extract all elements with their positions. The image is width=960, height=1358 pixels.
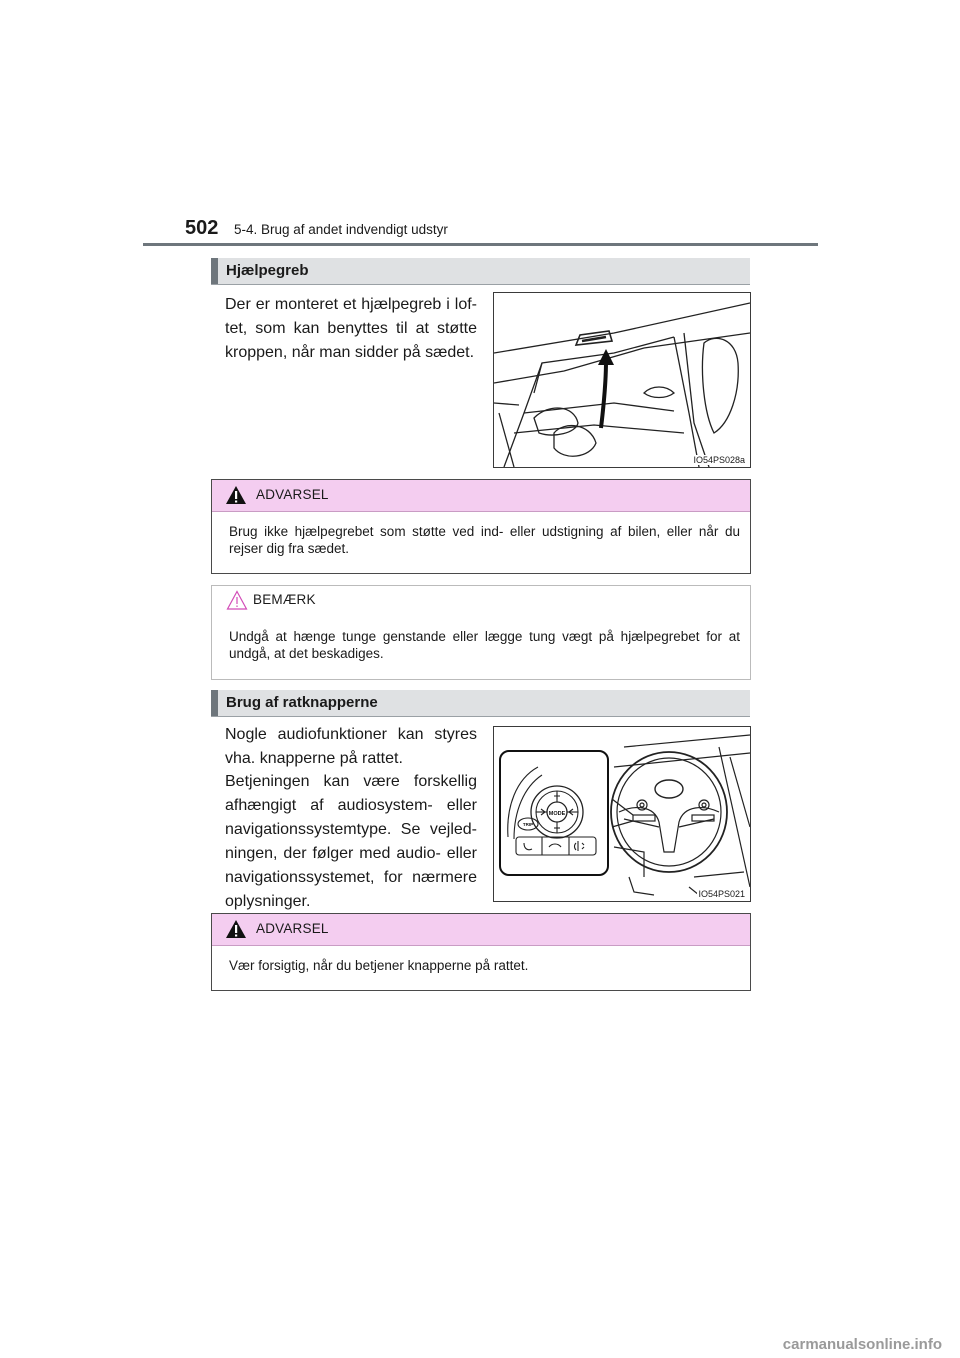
- warning-header: [212, 914, 750, 946]
- section-body-text: Nogle audiofunktioner kan styres vha. knapperne på rattet.: [225, 726, 477, 767]
- warning-text: Brug ikke hjælpegrebet som støtte ved ind- eller udstigning af bilen, eller når du rejser dig fra sædet.: [229, 524, 740, 556]
- warning-label: ADVARSEL: [256, 487, 329, 502]
- running-header: 5-4. Brug af andet indvendigt udstyr: [234, 222, 448, 237]
- steering-wheel-switches-illustration: [493, 726, 751, 902]
- section-title-bar: [211, 258, 750, 285]
- caution-triangle-icon: [226, 590, 248, 610]
- watermark: carmanualsonline.info: [782, 1336, 942, 1353]
- section-body-text: Der er monteret et hjælpegreb i lof-tet, som kan benyttes til at støtte kroppen, når man sidder på sædet.: [225, 296, 477, 361]
- assist-grip-illustration: [493, 292, 751, 468]
- trip-button-label: TRIP: [522, 822, 534, 827]
- steering-wheel-drawing: [494, 727, 750, 901]
- warning-triangle-icon: [225, 485, 247, 505]
- warning-triangle-icon: [225, 919, 247, 939]
- section-body-text: Betjeningen kan være forskellig afhængigt af audiosystem- eller navigationssystemtype. Se vejled-ningen, der følger med audio- eller navigationssystemet, for nærmere oplysninger.: [225, 773, 477, 910]
- figure-code: IO54PS021: [698, 889, 745, 899]
- mode-button-label: MODE: [548, 811, 566, 817]
- section-title: Hjælpegreb: [226, 262, 309, 279]
- caution-label: BEMÆRK: [253, 592, 316, 607]
- figure-code: IO54PS028a: [693, 455, 745, 465]
- caution-header: [212, 586, 750, 617]
- header-rule: [143, 243, 818, 246]
- warning-notice: [211, 479, 751, 574]
- warning-notice: [211, 913, 751, 991]
- warning-text: Vær forsigtig, når du betjener knapperne på rattet.: [229, 958, 529, 973]
- warning-label: ADVARSEL: [256, 921, 329, 936]
- section-title-bar: [211, 690, 750, 717]
- section-title: Brug af ratknapperne: [226, 694, 378, 711]
- section-accent: [211, 258, 218, 284]
- caution-text: Undgå at hænge tunge genstande eller lægge tung vægt på hjælpegrebet for at undgå, at det beskadiges.: [229, 629, 740, 661]
- assist-grip-drawing: [494, 293, 750, 467]
- section-accent: [211, 690, 218, 716]
- warning-header: [212, 480, 750, 512]
- page-number: 502: [185, 217, 219, 239]
- caution-notice: [211, 585, 751, 680]
